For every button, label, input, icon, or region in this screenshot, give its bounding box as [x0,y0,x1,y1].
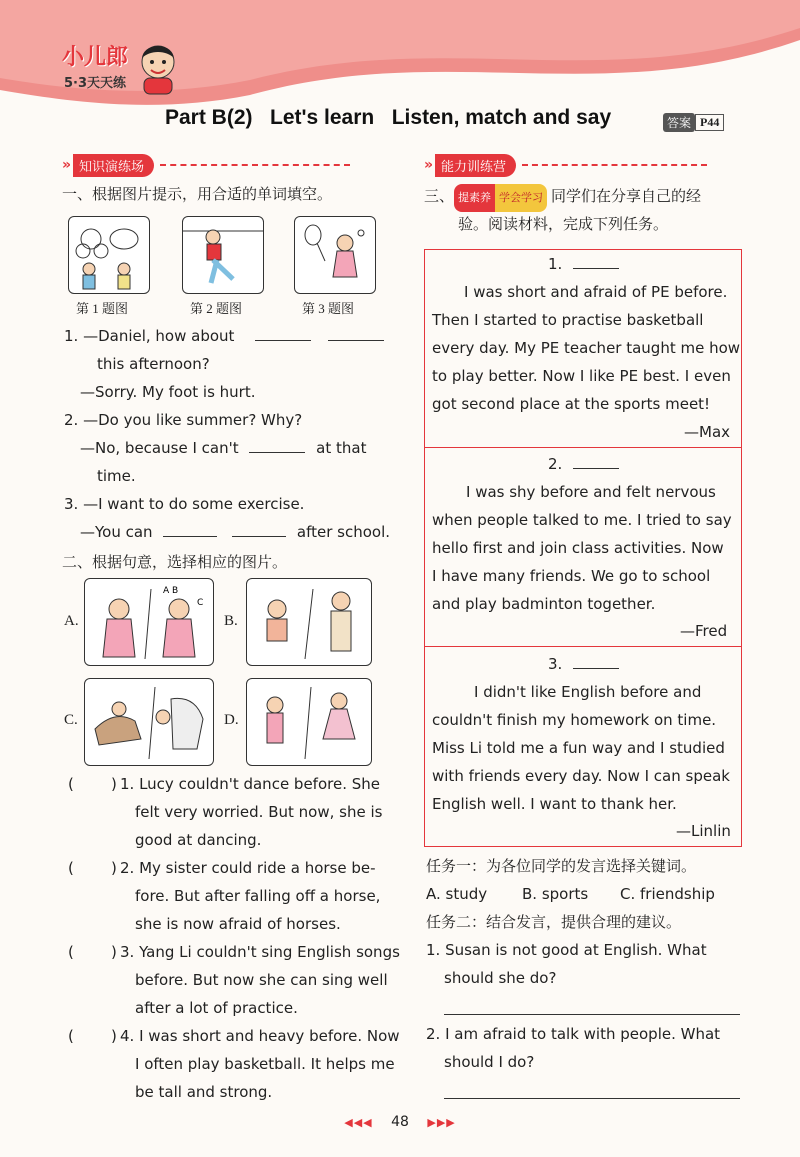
svg-text:C: C [197,598,204,608]
passage-line: with friends every day. Now I can speak [432,767,730,785]
option-c-label: C. [64,712,78,728]
task-2-q1-cont: should she do? [444,969,557,987]
passage-line: I was shy before and felt nervous [466,483,716,501]
passage-line: couldn't finish my homework on time. [432,711,717,729]
answer-blank[interactable] [255,324,311,341]
answer-blank[interactable] [573,652,619,669]
option-b-label: B. [224,613,238,629]
passage-line: Then I started to practise basketball [432,311,704,329]
page-title: Part B(2) Let's learn Listen, match and say [165,106,612,129]
answer-paren-open[interactable]: ( [68,859,74,877]
task-1-title: 任务一：为各位同学的发言选择关键词。 [426,857,697,875]
q1-caption-2: 第 2 题图 [190,301,243,316]
task-2-title: 任务二：结合发言，提供合理的建议。 [426,913,682,931]
answer-paren-open[interactable]: ( [68,943,74,961]
passage-line: and play badminton together. [432,595,656,613]
task-2-q2: 2. I am afraid to talk with people. What [426,1025,721,1043]
mascot-boy-icon [136,40,182,96]
passage-author: —Linlin [676,822,731,840]
passage-divider [424,447,742,448]
q2-item-line: after a lot of practice. [135,999,298,1017]
answer-blank[interactable] [232,520,286,537]
option-b-picture[interactable] [246,578,372,666]
q2-item-line: good at dancing. [135,831,262,849]
task-1-option-b: B. sports [522,885,589,903]
passage-line: to play better. Now I like PE best. I even [432,367,731,385]
q2-title: 二、根据句意，选择相应的图片。 [62,553,288,571]
q1-item-2-reply: —No, because I can't at that [80,434,366,462]
passage-line: when people talked to me. I tried to say [432,511,732,529]
task-2-q2-cont: should I do? [444,1053,535,1071]
q1-item-3: 3. —I want to do some exercise. [64,495,305,513]
q1-item-3-reply: —You can after school. [80,518,390,546]
q2-item-line: 1. Lucy couldn't dance before. She [120,775,381,793]
dashed-divider [160,164,350,166]
answer-blank[interactable] [328,324,384,341]
q2-item-line: I often play basketball. It helps me [135,1055,395,1073]
q1-picture-3 [294,216,376,294]
passage-line: I didn't like English before and [474,683,702,701]
answer-blank[interactable] [573,452,619,469]
q1-item-1-cont: this afternoon? [97,355,210,373]
brand-series: 5·3天天练 [64,76,127,91]
q1-item-1-reply: —Sorry. My foot is hurt. [80,383,256,401]
option-a-label: A. [64,613,79,629]
q3-title: 三、 提素养 学会学习 同学们在分享自己的经 [424,182,701,212]
answer-ref [663,112,724,132]
passage-line: Miss Li told me a fun way and I studied [432,739,725,757]
answer-line[interactable] [444,1014,740,1015]
tag-learn: 学会学习 [495,184,547,212]
passage-divider [424,646,742,647]
section-header-right [424,154,742,176]
answer-blank[interactable] [573,252,619,269]
q1-item-1: 1. —Daniel, how about [64,322,384,350]
q1-title: 一、根据图片提示，用合适的单词填空。 [62,185,333,203]
section-header-left [62,154,382,176]
q1-item-2-cont: time. [97,467,136,485]
passage-2-number: 2. [548,450,619,478]
q2-item-line: 2. My sister could ride a horse be- [120,859,376,877]
q2-item-line: 3. Yang Li couldn't sing English songs [120,943,400,961]
q2-item-line: fore. But after falling off a horse, [135,887,381,905]
option-a-picture[interactable] [84,578,214,666]
prev-arrows-icon: ◀◀◀ [344,1116,373,1129]
q2-item-line: before. But now she can sing well [135,971,388,989]
q2-item-line: she is now afraid of horses. [135,915,341,933]
answer-page: P44 [695,114,724,131]
option-d-picture[interactable] [246,678,372,766]
answer-paren-close: ) [111,859,117,877]
passage-1-number: 1. [548,250,619,278]
passage-author: —Max [684,423,731,441]
passage-line: got second place at the sports meet! [432,395,711,413]
answer-paren-close: ) [111,943,117,961]
q1-caption-1: 第 1 题图 [76,301,129,316]
answer-blank[interactable] [163,520,217,537]
answer-paren-close: ) [111,775,117,793]
q2-item-line: be tall and strong. [135,1083,273,1101]
answer-paren-close: ) [111,1027,117,1045]
svg-text:A B: A B [163,586,179,596]
page-footer [0,1114,800,1130]
option-d-label: D. [224,712,239,728]
double-chevron-icon: » [424,157,434,173]
q1-picture-1 [68,216,150,294]
passage-author: —Fred [680,622,728,640]
q1-item-2: 2. —Do you like summer? Why? [64,411,303,429]
answer-paren-open[interactable]: ( [68,775,74,793]
answer-paren-open[interactable]: ( [68,1027,74,1045]
brand-logo: 小儿郎 [62,45,129,70]
answer-line[interactable] [444,1098,740,1099]
q1-picture-2 [182,216,264,294]
answer-label: 答案 [663,113,695,132]
passage-line: I have many friends. We go to school [432,567,711,585]
answer-blank[interactable] [249,436,305,453]
passage-line: English well. I want to thank her. [432,795,677,813]
task-2-q1: 1. Susan is not good at English. What [426,941,707,959]
next-arrows-icon: ▶▶▶ [427,1116,456,1129]
passage-line: I was short and afraid of PE before. [464,283,728,301]
page-number: 48 [391,1114,409,1130]
task-1-option-c: C. friendship [620,885,715,903]
dashed-divider [522,164,707,166]
section-title: 能力训练营 [435,154,516,177]
section-title: 知识演练场 [73,154,154,177]
q1-caption-3: 第 3 题图 [302,301,355,316]
double-chevron-icon: » [62,157,72,173]
q2-item-line: felt very worried. But now, she is [135,803,383,821]
task-1-option-a: A. study [426,885,488,903]
passage-3-number: 3. [548,650,619,678]
tag-literacy: 提素养 [454,184,495,212]
q2-item-line: 4. I was short and heavy before. Now [120,1027,400,1045]
passage-line: every day. My PE teacher taught me how [432,339,741,357]
q3-title-cont: 验。阅读材料，完成下列任务。 [458,215,669,233]
option-c-picture[interactable] [84,678,214,766]
passage-line: hello first and join class activities. Now [432,539,724,557]
